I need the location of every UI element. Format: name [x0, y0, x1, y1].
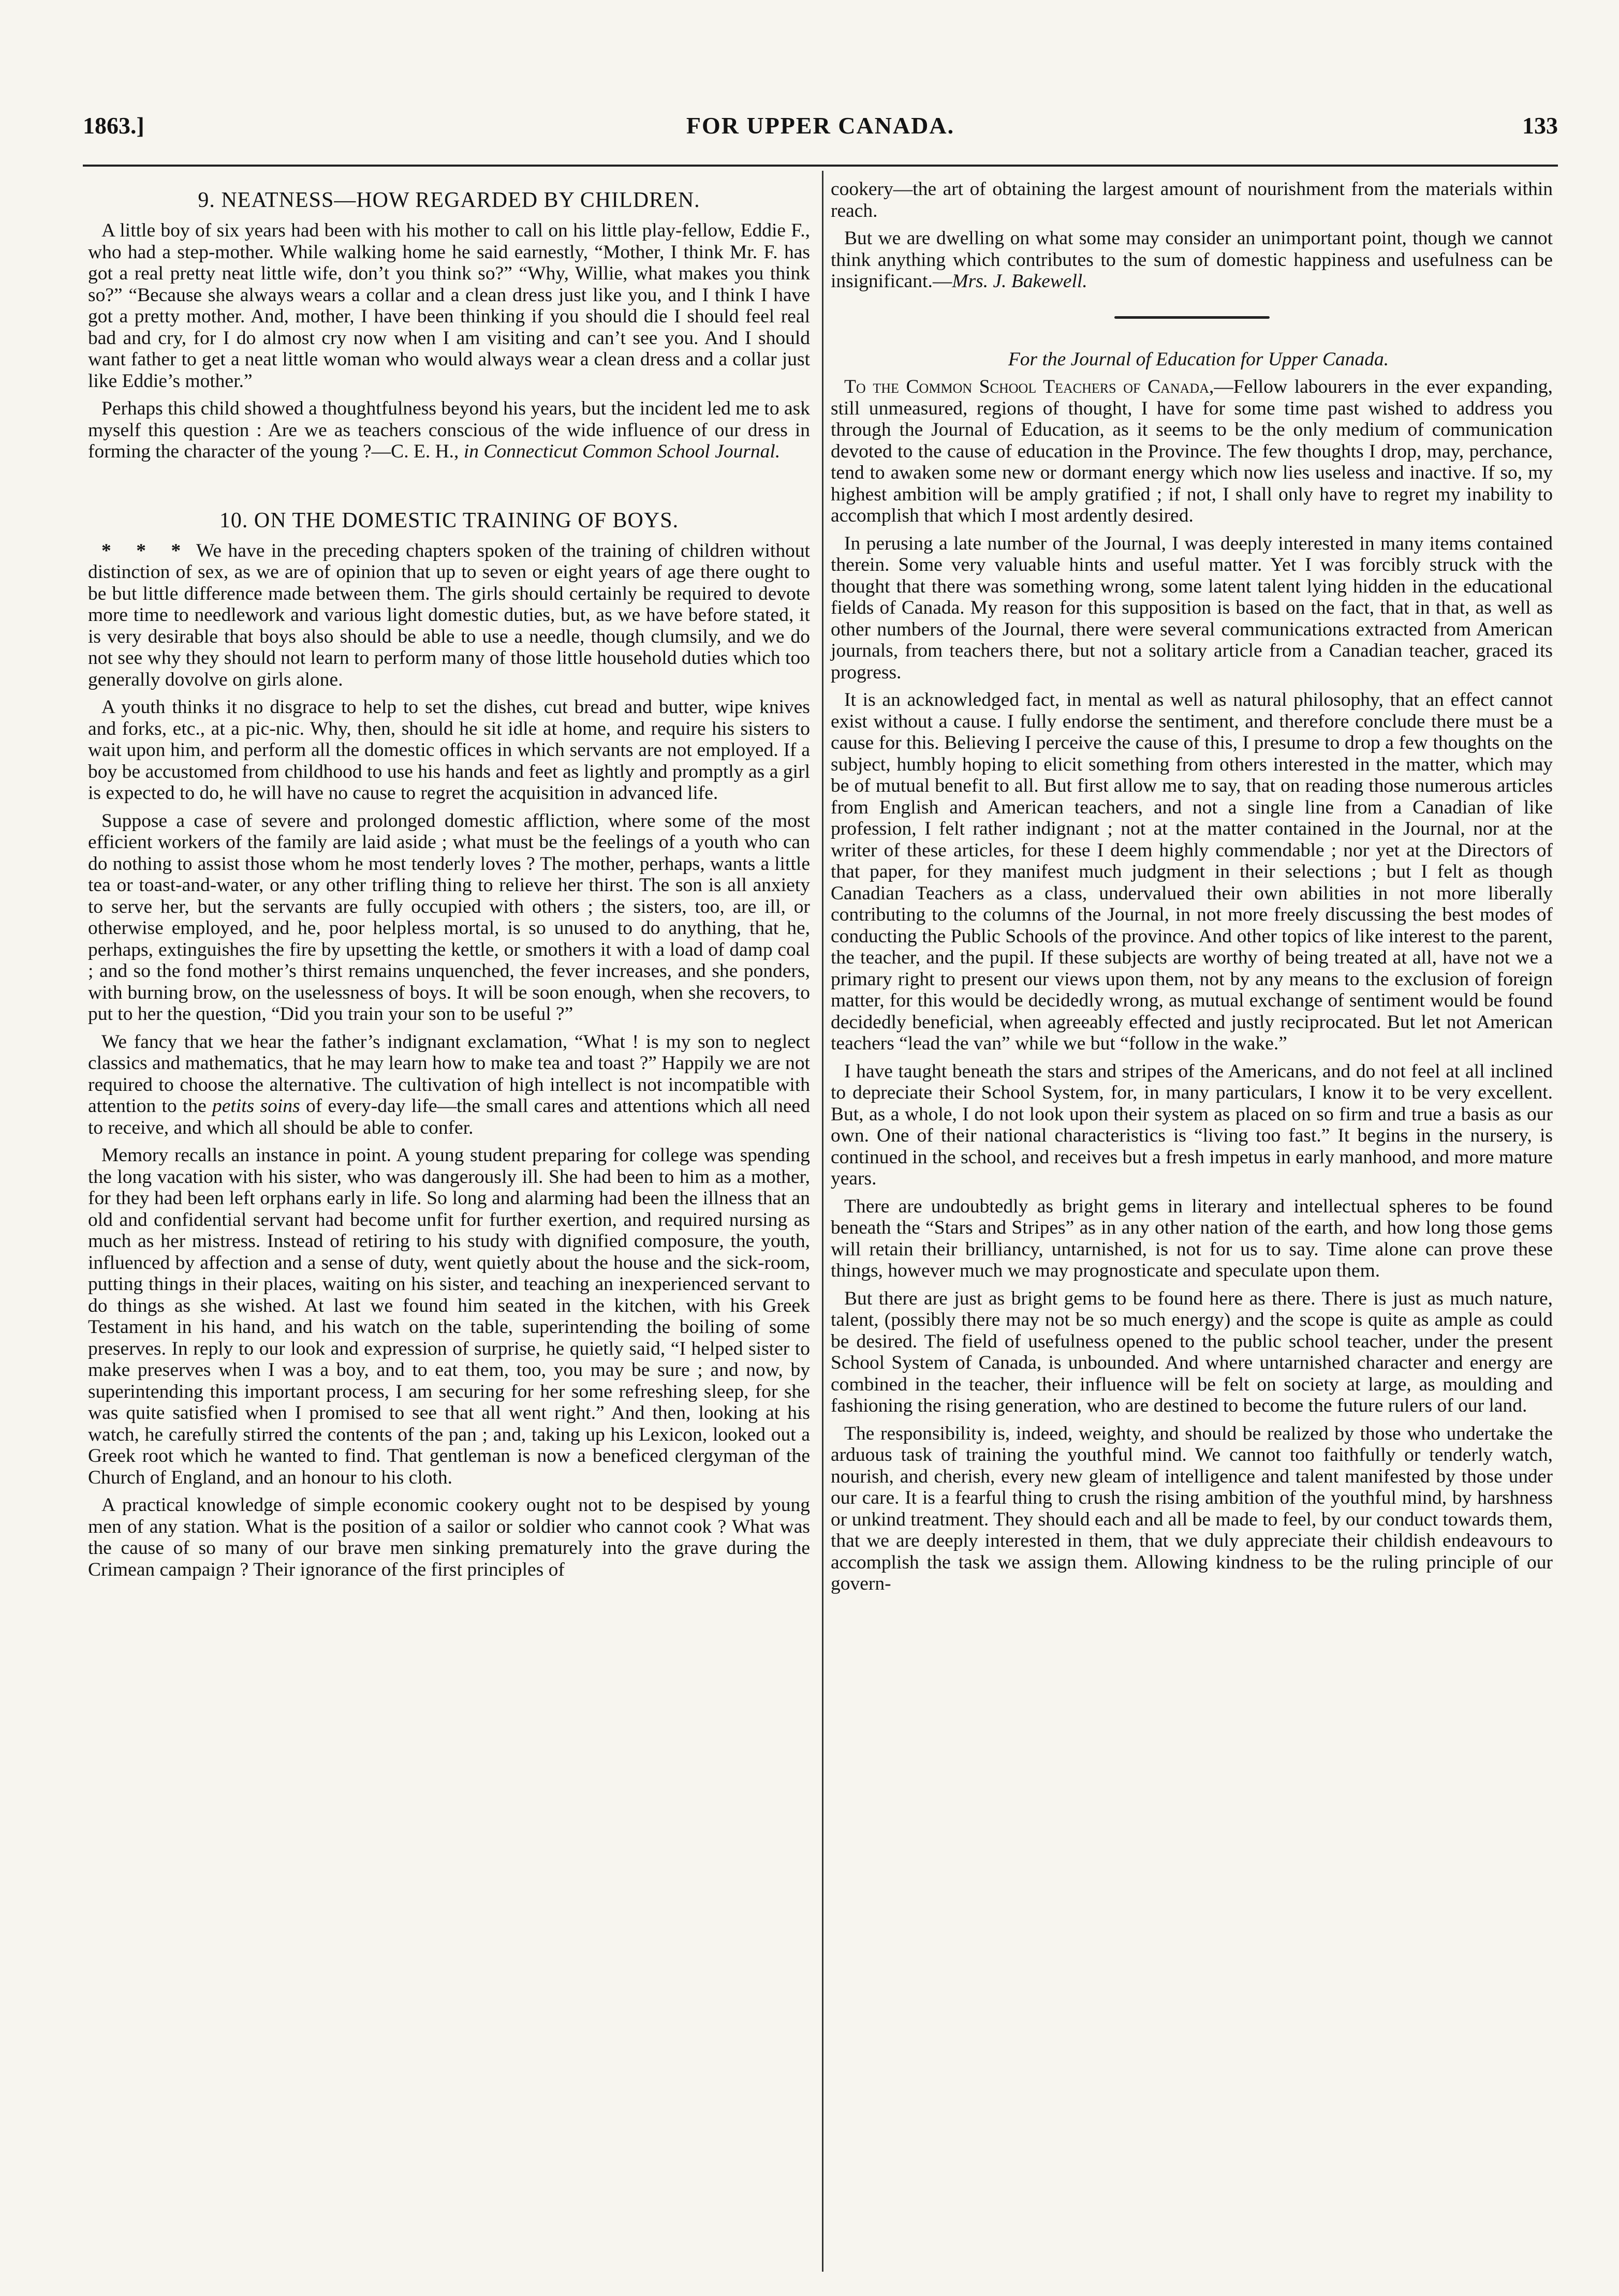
section-9-paragraph-1: A little boy of six years had been with his mother to call on his little play-fellow, Eddie F., who had a step-mother. While walking home he said earnestly, “Mother, I think Mr. F. has got a real pretty neat little wife, don’t you think so?” “Why, Willie, what makes you think so?” “Because she always wears a collar and a clean dress just like you, and I think I have got a pretty mother. And, mother, I have been thinking if you should die I should feel real bad and cry, for I do almost cry now when I am visiting and can’t see you. And I should want father to get a neat little woman who would always wear a clean dress and a collar just like Eddie’s mother.”: [88, 220, 810, 392]
section-9-heading: 9. NEATNESS—HOW REGARDED BY CHILDREN.: [198, 188, 700, 212]
letter-paragraph-3: It is an acknowledged fact, in mental as well as natural philosophy, that an effect cannot exist without a cause. I fully endorse the sentiment, and therefore conclude there must be a cause for this. Believing I perceive the cause of this, I presume to drop a few thoughts on the subject, humbly hoping to elicit something from others interested in the matter, which may be of mutual benefit to all. But first allow me to say, that on reading those numerous articles from English and American teachers, and not a single line from a Canadian of like profession, I felt rather indignant ; not at the matter contained in the Journal, nor at the writer of these articles, for these I deem highly commendable ; nor yet at the Directors of that paper, for they manifest much judgment in their selections ; but I felt as though Canadian Teachers as a class, undervalued their own abilities in not more liberally contributing to the columns of the Journal, in not more freely discussing the best modes of conducting the Public Schools of the province. And other topics of like interest to the parent, the teacher, and the pupil. If these subjects are worthy of being treated at all, have not we a primary right to present our views upon them, not by any means to the exclusion of foreign matter, for this would be decidedly wrong, as mutual exchange of sentiment would be found decidedly beneficial, when agreeably effected and justly reciprocated. But let not American teachers “lead the van” while we but “follow in the wake.”: [831, 689, 1553, 1054]
section-10-italic-phrase: petits soins: [212, 1095, 300, 1117]
left-column: [88, 179, 810, 1587]
section-10-paragraph-6: A practical knowledge of simple economic cookery ought not to be despised by young men of any station. What is the position of a sailor or soldier who cannot cook ? What was the cause of so many of our brave men sinking prematurely into the grave during the Crimean campaign ? Their ignorance of the first principles of: [88, 1494, 810, 1580]
letter-paragraph-2: In perusing a late number of the Journal, I was deeply interested in many items contained therein. Some very valuable hints and useful matter. Yet I was forcibly struck with the thought that there was something wrong, some latent talent lying hidden in the educational fields of Canada. My reason for this supposition is based on the fact, that in that, as well as other numbers of the Journal, there were several communications extracted from American journals, from teachers there, but not a solitary article from a Canadian teacher, graced its progress.: [831, 532, 1553, 683]
section-10-paragraph-2: A youth thinks it no disgrace to help to set the dishes, cut bread and butter, wipe knives and forks, etc., at a pic-nic. Why, then, should he sit idle at home, and require his sisters to wait upon him, and perform all the domestic offices in which servants are not employed. If a boy be accustomed from childhood to use his hands and feet as lightly and promptly as a girl is expected to do, he will have no cause to regret the acquisition in advanced life.: [88, 697, 810, 804]
section-9-paragraph-2: [88, 398, 810, 463]
letter-paragraph-1: [831, 376, 1553, 527]
section-9-source: in Connecticut Common School Journal.: [463, 441, 781, 462]
section-10-paragraph-1-text: We have in the preceding chapters spoken of the training of children without distinction of sex, as we are of opinion that up to seven or eight years of age there ought to be but little difference made between them. The girls should certainly be required to devote more time to needlework and various light domestic duties, but, as we have before stated, it is very desirable that boys also should be able to use a needle, though clumsily, and we do not see why they should not learn to perform many of those little household duties which too generally dovolve on girls alone.: [88, 540, 811, 690]
page-header: [83, 107, 1558, 148]
dwelling-paragraph: [831, 228, 1553, 292]
section-10-paragraph-4-text-a: We fancy that we hear the father’s indignant exclamation, “What ! is my son to neglect classics and mathematics, that he may learn how to make tea and toast ?” Happily we are not required to choose the alternative. The cultivation of high intellect is not incompatible with attention to the: [88, 1031, 810, 1117]
asterisks: * * *: [101, 540, 190, 561]
section-10-paragraph-1: [88, 540, 810, 691]
section-10-paragraph-3: Suppose a case of severe and prolonged domestic affliction, where some of the most efficient workers of the family are laid aside ; what must be the feelings of a youth who can do nothing to assist those whom he most tenderly loves ? The mother, perhaps, wants a little tea or toast-and-water, or any other trifling thing to relieve her thirst. The son is all anxiety to serve her, but the servants are fully occupied with others ; the sisters, too, are ill, or otherwise employed, and he, poor helpless mortal, is so unused to do anything, that he, perhaps, extinguishes the fire by upsetting the kettle, or smothers it with a load of damp coal ; and so the fond mother’s thirst remains unquenched, the fever increases, and she ponders, with burning brow, on the uselessness of boys. It will be soon enough, when she recovers, to put to her the question, “Did you train your son to be useful ?”: [88, 810, 810, 1025]
header-title: FOR UPPER CANADA.: [686, 112, 955, 139]
letter-paragraph-4: I have taught beneath the stars and stripes of the Americans, and do not feel at all inclined to depreciate their School System, for, in many particulars, I know it to be very excellent. But, as a whole, I do not look upon their system as placed on so firm and true a basis as our own. One of their national characteristics is “living too fast.” It begins in the nursery, is continued in the school, and receives but a fresh impetus in early manhood, and more mature years.: [831, 1060, 1553, 1189]
letter-paragraph-7: The responsibility is, indeed, weighty, and should be realized by those who undertake the arduous task of training the youthful mind. We cannot too faithfully or tenderly watch, nourish, and cherish, every new gleam of intelligence and talent manifested by those under our care. It is a fearful thing to crush the rising ambition of the youthful mind, by harshness or unkind treatment. They should each and all be made to feel, by our conduct towards them, that we are deeply interested in them, that we duly appreciate their childish endeavours to accomplish the task we assign them. Allowing kindness to be the ruling principle of our govern-: [831, 1423, 1553, 1594]
letter-heading: For the Journal of Education for Upper Canada.: [1008, 348, 1389, 370]
separator-rule: [1114, 316, 1270, 319]
letter-paragraph-6: But there are just as bright gems to be found here as there. There is just as much nature, talent, (possibly there may not be so much energy) and the scope is quite as ample as could be desired. The field of usefulness opened to the public school teacher, under the present School System of Canada, is unbounded. And where untarnished character and energy are combined in the teacher, their influence will be felt on society at large, as moulding and fashioning the rising generation, who are destined to become the future rulers of our land.: [831, 1287, 1553, 1416]
section-10-heading: 10. ON THE DOMESTIC TRAINING OF BOYS.: [219, 508, 679, 532]
header-year: 1863.]: [83, 112, 144, 139]
section-10-paragraph-4: [88, 1031, 810, 1139]
letter-salutation: To the Common School Teachers of Canada,: [844, 376, 1214, 397]
continuation-paragraph: cookery—the art of obtaining the largest amount of nourishment from the materials within reach.: [831, 179, 1553, 221]
letter-paragraph-1-text: —Fellow labourers in the ever expanding, still unmeasured, regions of thought, I have for some time past wished to address you through the Journal of Education, as it seems to be the only medium of communication devoted to the cause of education in the Province. The few thoughts I drop, may, perchance, tend to awaken some new or dormant energy which now lies useless and inactive. If so, my highest ambition will be amply gratified ; if not, I shall only have to regret my inability to accomplish that which I most ardently desired.: [831, 376, 1553, 526]
section-9-paragraph-2-text: Perhaps this child showed a thoughtfulness beyond his years, but the incident led me to ask myself this question : Are we as teachers conscious of the wide influence of our dress in forming the character of the young ?—C. E. H.,: [88, 398, 810, 462]
section-10-paragraph-4-text-b: of every-day life—the small cares and attentions which all need to receive, and which all should be able to confer.: [88, 1095, 810, 1138]
section-10-paragraph-5: Memory recalls an instance in point. A young student preparing for college was spending the long vacation with his sister, who was dangerously ill. She had been to him as a mother, for they had been left orphans early in life. So long and alarming had been the illness that an old and confidential servant had become unfit for further exertion, and required nursing as much as her mistress. Instead of retiring to his study with dignified composure, the youth, influenced by affection and a sense of duty, went quietly about the house and the sick-room, putting things in their places, waiting on his sister, and teaching an inexperienced servant to do things as she wished. At last we found him seated in the kitchen, with his Greek Testament in his hand, and his watch on the table, superintending the boiling of some preserves. In reply to our look and expression of surprise, he quietly said, “I helped sister to make preserves when I was a boy, and to eat them, too, you may be sure ; and now, by superintending this important process, I am securing for her some refreshing sleep, for she was quite satisfied when I promised to see that all went right.” And then, looking at his watch, he carefully stirred the contents of the pan ; and, taking up his Lexicon, looked out a Greek root which he wanted to find. That gentleman is now a beneficed clergyman of the Church of England, and an honour to his cloth.: [88, 1145, 810, 1488]
page-number: 133: [1522, 112, 1558, 139]
header-rule: [83, 165, 1558, 167]
letter-paragraph-5: There are undoubtedly as bright gems in literary and intellectual spheres to be found beneath the “Stars and Stripes” as in any other nation of the earth, and how long those gems will retain their brilliancy, untarnished, is not for us to say. Time alone can prove these things, however much we may prognosticate and speculate upon them.: [831, 1195, 1553, 1281]
section-gap: [88, 469, 810, 499]
author-signature: Mrs. J. Bakewell.: [952, 271, 1087, 292]
dwelling-paragraph-text: But we are dwelling on what some may consider an unimportant point, though we cannot think anything which contributes to the sum of domestic happiness and usefulness can be insignificant.—: [831, 228, 1553, 292]
column-divider: [822, 171, 823, 2272]
right-column: [831, 179, 1553, 1601]
